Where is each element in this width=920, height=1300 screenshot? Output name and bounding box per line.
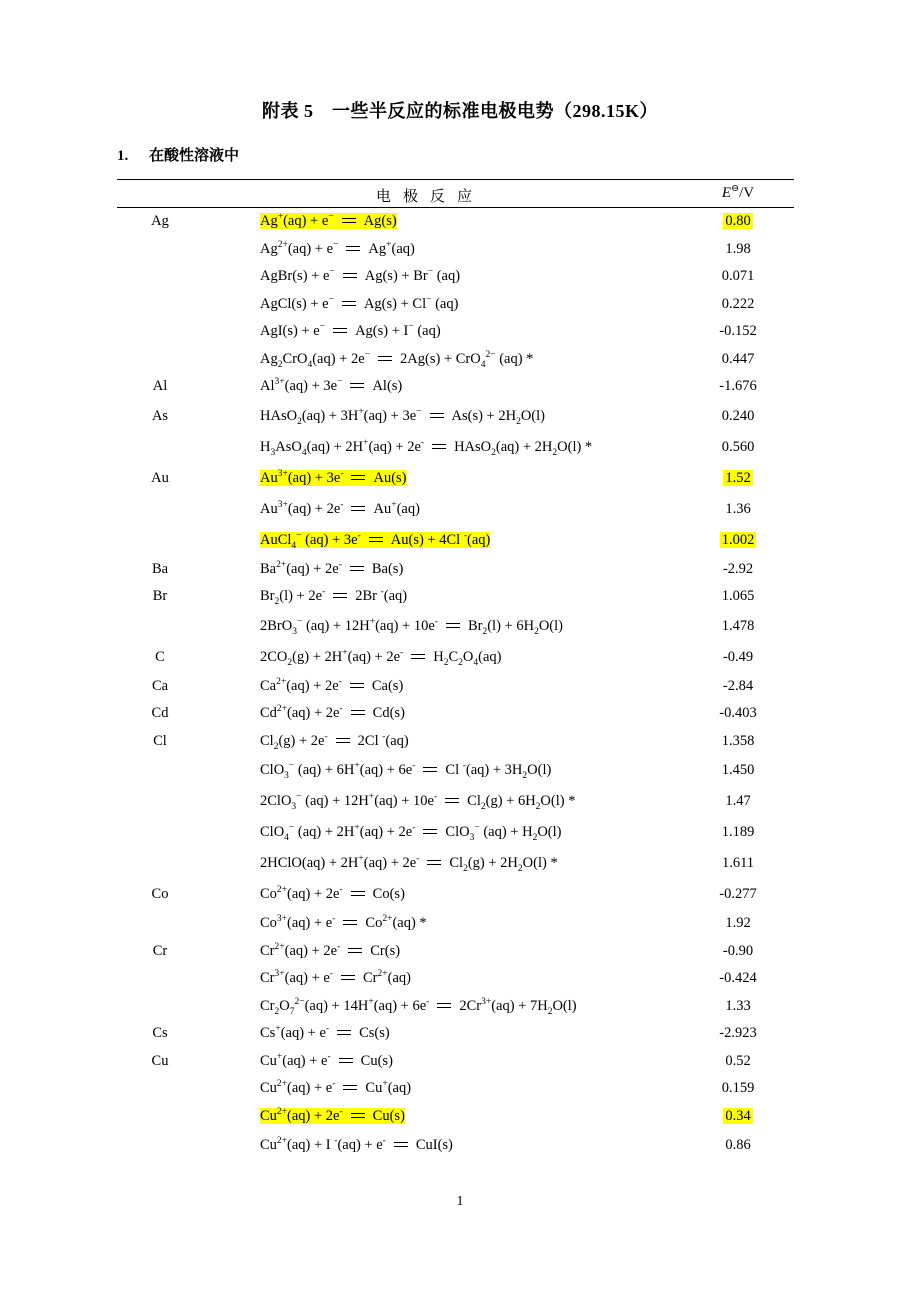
table-row [117, 700, 794, 728]
potential-value-text: -0.424 [719, 970, 757, 986]
element-symbol: Cr [152, 942, 168, 959]
table-row [117, 642, 794, 673]
potential-value [700, 673, 776, 701]
equilibrium-sign [351, 710, 365, 715]
potential-value-text: 1.002 [721, 531, 755, 548]
half-reaction-text [260, 823, 562, 843]
table-row [117, 291, 794, 319]
equilibrium-sign [445, 798, 459, 803]
equilibrium-sign [411, 654, 425, 659]
half-reaction [260, 848, 558, 879]
half-reaction [260, 401, 545, 432]
table-row [117, 346, 794, 374]
half-reaction-text [260, 616, 563, 637]
table-row [117, 1020, 794, 1048]
equilibrium-sign [369, 537, 383, 542]
products: Cu+(aq) [365, 1079, 412, 1096]
element-symbol: Ca [151, 677, 169, 694]
equilibrium-sign [350, 383, 364, 388]
table-row [117, 965, 794, 993]
potential-value-text: 1.47 [725, 793, 751, 809]
section-label: 在酸性溶液中 [149, 148, 240, 164]
half-reaction-text [260, 1053, 393, 1069]
potential-value-text: 0.447 [721, 350, 755, 367]
products: Au(s) [373, 469, 407, 486]
potential-standard-sign: ⊖ [731, 184, 740, 194]
half-reaction-text [260, 323, 441, 339]
table-row [117, 673, 794, 701]
element-symbol: Cs [152, 1025, 168, 1041]
products: $H_2C_2O_4(aq)$ [433, 648, 502, 668]
potential-unit: /V [739, 185, 755, 201]
reactants: $Cu^{2+}(aq) + 2e^-$ [260, 1106, 343, 1124]
products: Ag+(aq) [368, 239, 415, 257]
element-symbol: Al [152, 378, 168, 394]
half-reaction-text [260, 705, 405, 721]
equilibrium-sign [350, 566, 364, 571]
equilibrium-sign [427, 860, 441, 865]
table-row [117, 583, 794, 611]
table-row [117, 401, 794, 432]
reactants: $Co^{3+}(aq) + e^-$ [260, 914, 336, 931]
half-reaction [260, 236, 415, 264]
products: ClO$_3$− $(aq) + H_2O(l)$ [445, 823, 562, 843]
half-reaction-text [260, 296, 458, 312]
half-reaction-text [260, 530, 491, 551]
table-row [117, 494, 794, 525]
products: Al(s) [372, 378, 403, 394]
equilibrium-sign [346, 246, 360, 251]
potential-value-text: 1.065 [721, 588, 755, 604]
potential-value [700, 938, 776, 966]
potential-value [700, 700, 776, 728]
half-reaction [260, 263, 460, 291]
equilibrium-sign [339, 1058, 353, 1063]
equilibrium-sign [351, 506, 365, 511]
potential-value [700, 432, 776, 463]
potential-value-text: 1.98 [725, 240, 751, 257]
reactants: ClO$_4$− (aq) + 2H+(aq) + 2e- [260, 823, 416, 843]
reactants: $Co^{2+}(aq) + 2e^-$ [260, 885, 343, 902]
products: Cu(s) [360, 1052, 393, 1069]
products: Cs(s) [359, 1025, 390, 1041]
reactants: $Cu^{2+}(aq) + I$ -(aq) + e- [260, 1136, 386, 1153]
table-row [117, 432, 794, 463]
products: Ba(s) [371, 560, 404, 577]
half-reaction-text [260, 501, 420, 517]
reactants: $Cl_2(g) + 2e^-$ [260, 731, 328, 752]
element-symbol: Co [151, 886, 169, 902]
potential-value-text: 0.80 [725, 213, 751, 229]
equilibrium-sign [423, 767, 437, 772]
half-reaction [260, 1130, 453, 1161]
reactants: AgI(s) + e− [260, 322, 326, 339]
products: HAsO$_2$(aq) + $2H_2O(l)$ * [454, 438, 593, 458]
reactants: Ag+(aq) + e− [260, 212, 334, 229]
equilibrium-sign [343, 273, 357, 278]
potential-value [700, 611, 776, 642]
half-reaction [260, 463, 407, 494]
equilibrium-sign [378, 356, 392, 361]
reactants: $H_3AsO_4(aq) + 2H^+(aq) + 2e^-$ [260, 437, 425, 458]
table-row [117, 1103, 794, 1131]
equilibrium-sign [351, 891, 365, 896]
products: Co(s) [372, 886, 405, 902]
potential-value [700, 755, 776, 786]
reactants: Cu+(aq) + e- [260, 1051, 331, 1069]
half-reaction [260, 910, 427, 938]
table-top-rule [117, 179, 794, 180]
half-reaction [260, 208, 397, 236]
equilibrium-sign [343, 920, 357, 925]
table-row [117, 611, 794, 642]
potential-value [700, 879, 776, 910]
half-reaction [260, 786, 575, 817]
half-reaction [260, 611, 563, 642]
potential-value [700, 1075, 776, 1103]
reactants: $Al^{3+}(aq) + 3e^-$ [260, 377, 343, 394]
potential-value [700, 494, 776, 525]
half-reaction [260, 965, 411, 993]
products: $Cl_2(g) + 6H_2O(l)$ * [467, 793, 576, 812]
half-reaction [260, 583, 407, 611]
half-reaction-text [260, 1080, 411, 1096]
potential-value-text: 1.189 [721, 824, 755, 840]
half-reaction-text [260, 731, 409, 752]
table-row [117, 236, 794, 264]
reactants: $Ba^{2+}(aq) + 2e^-$ [260, 559, 342, 577]
potential-value [700, 1048, 776, 1076]
potential-value [700, 373, 776, 401]
reactants: $Ag_2CrO_4(aq) + 2e^-$ [260, 349, 371, 370]
reactants: 2BrO$_3$− (aq) + 12H+(aq) + 10e- [260, 616, 438, 637]
table-row [117, 373, 794, 401]
reactants: ClO$_3$− (aq) + 6H+(aq) + 6e- [260, 761, 416, 781]
reactants: AuCl$_4$− (aq) + 3e- [260, 530, 361, 551]
potential-value-text: 0.560 [721, 438, 755, 455]
potential-value [700, 993, 776, 1021]
half-reaction [260, 1048, 393, 1076]
reactants: AgBr(s) + e− [260, 267, 335, 284]
table-row [117, 938, 794, 966]
element-symbol: Ba [151, 560, 169, 577]
half-reaction-text [260, 761, 552, 781]
potential-value [700, 463, 776, 494]
table-row [117, 556, 794, 584]
reactants: $Cu^{2+}(aq) + e^-$ [260, 1079, 336, 1096]
potential-value-text: -0.403 [719, 705, 757, 721]
products: Au(s) + 4Cl -(aq) [390, 530, 491, 548]
table-row [117, 910, 794, 938]
section-heading [117, 144, 239, 165]
equilibrium-sign [342, 218, 356, 223]
half-reaction-text [260, 854, 558, 874]
equilibrium-sign [351, 1113, 365, 1118]
half-reaction-text [260, 1025, 390, 1041]
products: Au+(aq) [373, 499, 420, 517]
page-number: 1 [456, 1194, 464, 1209]
potential-value-text: 1.611 [721, 855, 755, 871]
potential-value [700, 263, 776, 291]
potential-value-text: 0.34 [725, 1107, 751, 1124]
table-row [117, 817, 794, 848]
half-reaction-text [260, 470, 407, 486]
potential-value [700, 965, 776, 993]
half-reaction [260, 1103, 405, 1131]
half-reaction [260, 432, 592, 463]
half-reaction [260, 1075, 411, 1103]
reactants: $Ca^{2+}(aq) + 2e^-$ [260, 676, 342, 694]
potential-value-text: 1.33 [725, 997, 751, 1014]
half-reaction-text [260, 915, 427, 931]
potential-value-text: -2.84 [722, 677, 754, 694]
half-reaction-text [260, 561, 403, 577]
potential-value-text: 1.478 [721, 617, 755, 634]
equilibrium-sign [432, 444, 446, 449]
half-reaction-text [260, 587, 408, 607]
products: Ag(s) + I− (aq) [355, 322, 441, 339]
equilibrium-sign [348, 948, 362, 953]
table-row [117, 263, 794, 291]
equilibrium-sign [350, 683, 364, 688]
table-row [117, 993, 794, 1021]
potential-value-text: -0.277 [719, 886, 757, 902]
potential-value [700, 1130, 776, 1161]
potential-value [700, 208, 776, 236]
header-potential [700, 185, 776, 202]
equilibrium-sign [423, 829, 437, 834]
half-reaction-text [260, 268, 460, 284]
products: Ca(s) [371, 677, 404, 694]
half-reaction [260, 993, 577, 1021]
products: 2Br -(aq) [355, 587, 408, 604]
reactants: $Cr^{2+}(aq) + 2e^-$ [260, 941, 341, 959]
table-row [117, 786, 794, 817]
element-symbol: As [151, 407, 169, 424]
half-reaction-text [260, 970, 411, 986]
potential-value [700, 728, 776, 756]
half-reaction-text [260, 1108, 405, 1124]
potential-value-text: 0.52 [725, 1052, 751, 1069]
potential-value-text: -0.152 [719, 323, 757, 339]
half-reaction [260, 373, 402, 401]
potential-value [700, 910, 776, 938]
table-row [117, 1075, 794, 1103]
reaction-table [117, 208, 794, 1161]
half-reaction [260, 346, 533, 374]
reactants: 2HClO(aq) + 2H+(aq) + 2e- [260, 854, 420, 871]
table-row [117, 1048, 794, 1076]
half-reaction [260, 291, 458, 319]
equilibrium-sign [437, 1003, 451, 1008]
element-symbol: Cl [153, 732, 167, 749]
half-reaction-text [260, 378, 402, 394]
table-row [117, 848, 794, 879]
half-reaction [260, 525, 490, 556]
table-row [117, 1130, 794, 1161]
half-reaction [260, 755, 551, 786]
half-reaction-text [260, 647, 502, 668]
half-reaction-text [260, 886, 405, 902]
element-symbol: Au [151, 469, 169, 486]
potential-value-text: 1.92 [725, 915, 751, 931]
potential-value [700, 642, 776, 673]
equilibrium-sign [446, 623, 460, 628]
half-reaction-text [260, 349, 534, 370]
half-reaction-text [260, 943, 400, 959]
potential-value [700, 346, 776, 374]
potential-symbol: E [721, 185, 732, 201]
reactants: AgCl(s) + e− [260, 294, 334, 312]
table-row [117, 879, 794, 910]
potential-value-text: -0.90 [722, 942, 754, 959]
element-symbol: Ag [151, 213, 169, 229]
equilibrium-sign [394, 1142, 408, 1147]
potential-value [700, 556, 776, 584]
potential-value-text: 1.52 [725, 469, 751, 486]
half-reaction [260, 1020, 390, 1048]
equilibrium-sign [430, 413, 444, 418]
half-reaction [260, 494, 420, 525]
potential-value-text: 0.159 [721, 1080, 755, 1096]
potential-value [700, 786, 776, 817]
potential-value [700, 318, 776, 346]
equilibrium-sign [337, 1030, 351, 1035]
page-title: 附表 5 一些半反应的标准电极电势（298.15K） [262, 101, 658, 121]
table-row [117, 525, 794, 556]
equilibrium-sign [351, 475, 365, 480]
half-reaction [260, 728, 409, 756]
potential-value [700, 1020, 776, 1048]
products: $Cr^{2+}(aq)$ [363, 969, 411, 986]
table-row [117, 755, 794, 786]
half-reaction-text [260, 241, 415, 257]
potential-value [700, 848, 776, 879]
reactants: HAsO$_2$(aq) + 3H+(aq) + 3e− [260, 406, 422, 427]
half-reaction [260, 817, 561, 848]
header-reaction: 电极反应 [375, 189, 484, 205]
potential-value-text: -2.92 [722, 560, 754, 577]
products: Cu(s) [372, 1107, 405, 1124]
half-reaction [260, 879, 405, 910]
products: $Cl_2(g) + 2H_2O(l)$ * [449, 855, 558, 874]
reactants: $Cd^{2+}(aq) + 2e^-$ [260, 704, 343, 721]
products: 2Cl -(aq) [357, 731, 409, 749]
products: CuI(s) [415, 1137, 453, 1153]
reactants: Cs+(aq) + e- [260, 1024, 330, 1041]
products: Cd(s) [372, 705, 405, 721]
half-reaction [260, 938, 400, 966]
potential-value-text: -2.923 [719, 1025, 757, 1041]
reactants: $Cr^{3+}(aq) + e^-$ [260, 969, 333, 986]
reactants: $Cr_2O_7^{2-}(aq) + 14H^+(aq) + 6e^-$ [260, 996, 430, 1017]
products: Cl $^-(aq) + 3H_2O(l)$ [445, 761, 552, 781]
reactants: $Au^{3+}(aq) + 3e^-$ [260, 468, 344, 486]
products: Ag(s) + Cl− (aq) [363, 294, 459, 312]
element-symbol: Cu [151, 1052, 169, 1069]
potential-value [700, 525, 776, 556]
potential-value-text: 0.222 [721, 295, 755, 312]
products: 2Ag(s) + CrO$_4^{2-}$ (aq) * [400, 349, 534, 370]
half-reaction [260, 642, 501, 673]
potential-value-text: -1.676 [719, 378, 757, 394]
half-reaction [260, 318, 441, 346]
potential-value [700, 236, 776, 264]
reactants: $Ag^{2+}(aq) + e^-$ [260, 239, 339, 257]
products: $Br_2(l) + 6H_2O(l)$ [467, 617, 563, 637]
products: Ag(s) + Br− (aq) [364, 267, 461, 284]
equilibrium-sign [342, 301, 356, 306]
element-symbol: Cd [151, 705, 169, 721]
table-row [117, 208, 794, 236]
half-reaction-text [260, 213, 397, 229]
half-reaction-text [260, 1137, 453, 1153]
potential-value [700, 817, 776, 848]
equilibrium-sign [333, 593, 347, 598]
section-number: 1. [117, 148, 129, 164]
potential-value-text: 0.86 [725, 1137, 751, 1153]
potential-value [700, 291, 776, 319]
potential-value-text: 1.450 [721, 762, 755, 778]
potential-value-text: 0.240 [721, 407, 755, 424]
reactants: $2CO_2(g) + 2H^+(aq) + 2e^-$ [260, 647, 404, 668]
potential-value [700, 1103, 776, 1131]
element-symbol: C [155, 648, 165, 665]
products: Cr(s) [370, 942, 401, 959]
products: Ag(s) [363, 213, 397, 229]
half-reaction [260, 556, 403, 584]
half-reaction-text [260, 437, 593, 458]
equilibrium-sign [333, 328, 347, 333]
half-reaction [260, 700, 405, 728]
potential-value [700, 583, 776, 611]
half-reaction-text [260, 792, 576, 812]
element-symbol: Br [152, 588, 168, 604]
reactants: 2ClO$_3$− (aq) + 12H+(aq) + 10e- [260, 792, 438, 812]
potential-value-text: 0.071 [721, 268, 755, 284]
equilibrium-sign [343, 1085, 357, 1090]
potential-value-text: 1.36 [725, 500, 751, 517]
table-row [117, 728, 794, 756]
half-reaction-text [260, 678, 403, 694]
equilibrium-sign [341, 975, 355, 980]
products: $Co^{2+}(aq)$ * [365, 914, 427, 931]
potential-value [700, 401, 776, 432]
half-reaction-text [260, 406, 545, 427]
equilibrium-sign [336, 738, 350, 743]
potential-value-text: 1.358 [721, 732, 755, 749]
products: $As(s) + 2H_2O(l)$ [451, 407, 545, 427]
table-row [117, 463, 794, 494]
potential-value-text: -0.49 [722, 648, 754, 665]
reactants: $Au^{3+}(aq) + 2e^-$ [260, 499, 344, 517]
table-row [117, 318, 794, 346]
half-reaction-text [260, 996, 577, 1017]
half-reaction [260, 673, 403, 701]
products: $2Cr^{3+}(aq) + 7H_2O(l)$ [459, 996, 577, 1017]
reactants: $Br_2(l) + 2e^-$ [260, 587, 326, 607]
